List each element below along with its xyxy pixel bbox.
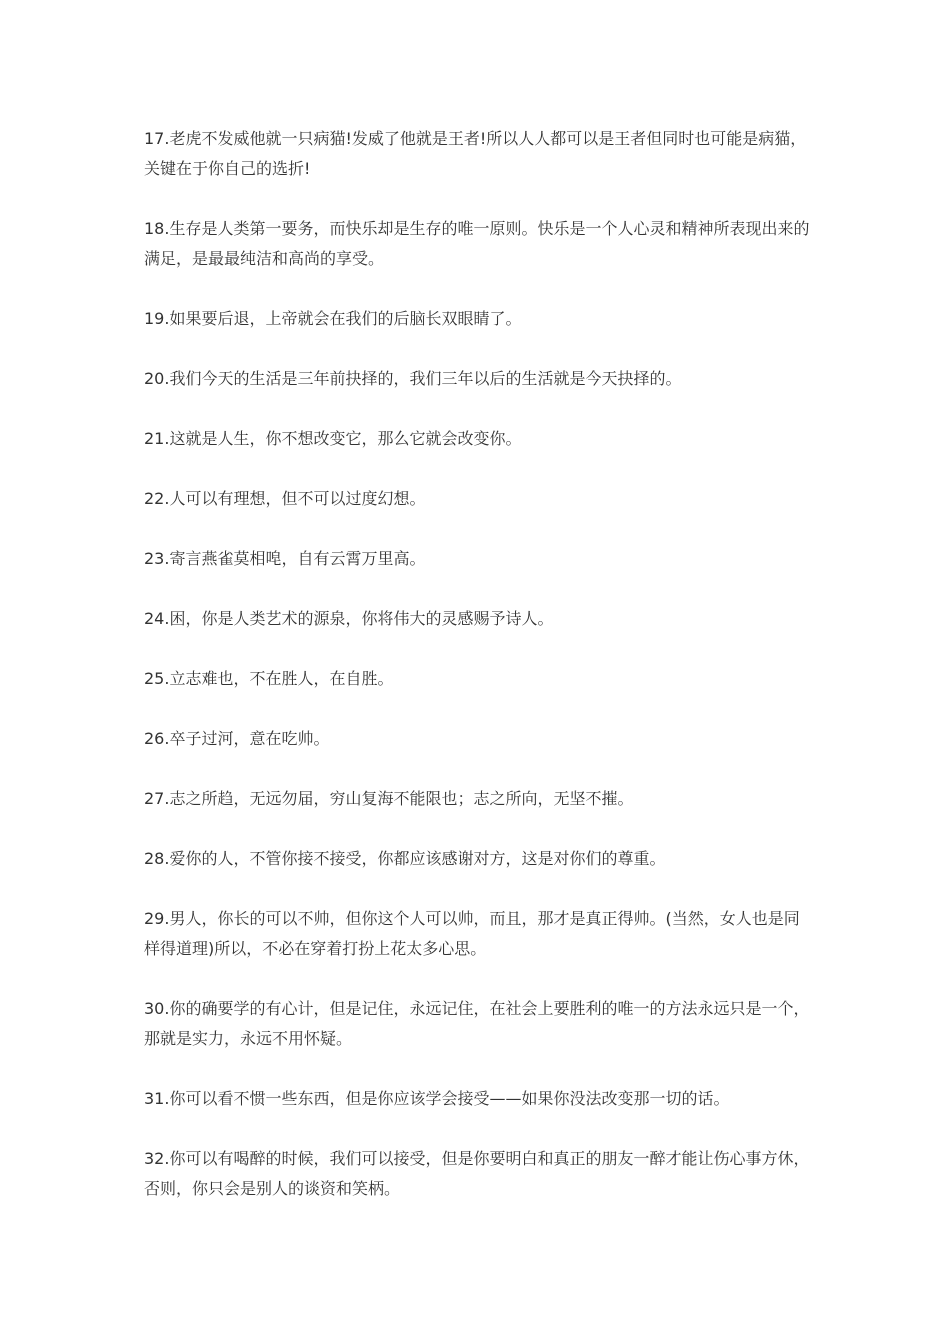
quote-27: 27.志之所趋，无远勿届，穷山复海不能限也；志之所向，无坚不摧。 — [144, 789, 634, 808]
document-body — [144, 124, 810, 1234]
quote-25: 25.立志难也，不在胜人，在自胜。 — [144, 669, 394, 688]
quote-32: 32.你可以有喝醉的时候，我们可以接受，但是你要明白和真正的朋友一醉才能让伤心事方休，否则，你只会是别人的谈资和笑柄。 — [144, 1149, 810, 1198]
quote-22: 22.人可以有理想，但不可以过度幻想。 — [144, 489, 426, 508]
quote-20: 20.我们今天的生活是三年前抉择的，我们三年以后的生活就是今天抉择的。 — [144, 369, 682, 388]
quote-31: 31.你可以看不惯一些东西，但是你应该学会接受——如果你没法改变那一切的话。 — [144, 1089, 730, 1108]
quote-28: 28.爱你的人，不管你接不接受，你都应该感谢对方，这是对你们的尊重。 — [144, 849, 666, 868]
quote-30: 30.你的确要学的有心计，但是记住，永远记住，在社会上要胜利的唯一的方法永远只是一个，那就是实力，永远不用怀疑。 — [144, 999, 810, 1048]
quote-17: 17.老虎不发威他就一只病猫!发威了他就是王者!所以人人都可以是王者但同时也可能是病猫，关键在于你自己的选折! — [144, 129, 807, 178]
quote-29: 29.男人，你长的可以不帅，但你这个人可以帅，而且，那才是真正得帅。(当然，女人也是同样得道理)所以，不必在穿着打扮上花太多心思。 — [144, 909, 800, 958]
quote-18: 18.生存是人类第一要务，而快乐却是生存的唯一原则。快乐是一个人心灵和精神所表现出来的满足，是最最纯洁和高尚的享受。 — [144, 219, 810, 268]
quote-23: 23.寄言燕雀莫相唣，自有云霄万里高。 — [144, 549, 426, 568]
quote-19: 19.如果要后退，上帝就会在我们的后脑长双眼睛了。 — [144, 309, 522, 328]
quote-24: 24.困，你是人类艺术的源泉，你将伟大的灵感赐予诗人。 — [144, 609, 554, 628]
quote-26: 26.卒子过河，意在吃帅。 — [144, 729, 330, 748]
quote-21: 21.这就是人生，你不想改变它，那么它就会改变你。 — [144, 429, 522, 448]
